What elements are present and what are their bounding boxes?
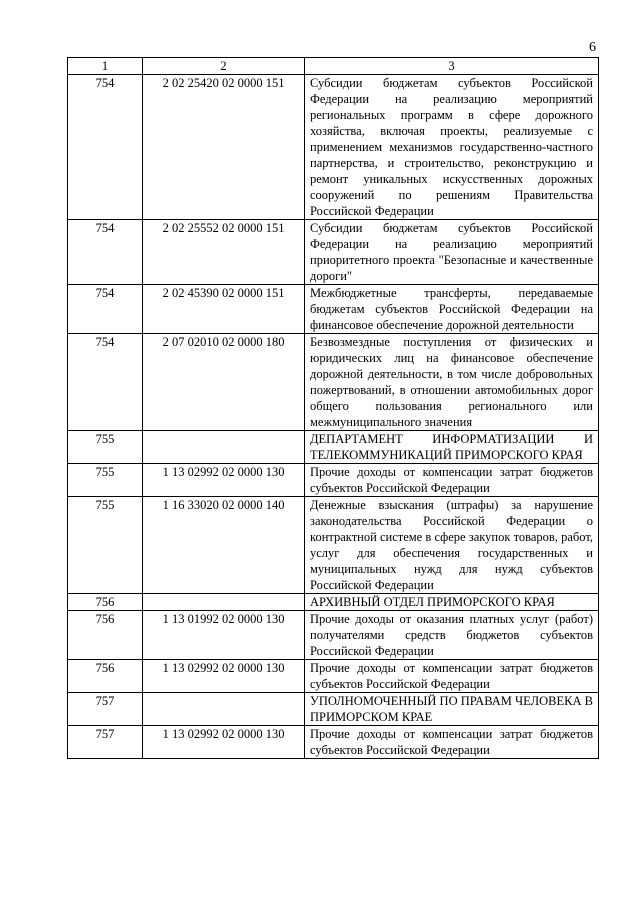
income-name-cell: Безвозмездные поступления от физических и юридических лиц на финансовое обеспечение дорожной деятельности, в том числе добровольных пожертвований, в отношении автомобильных дорог общего пользования регионального или межмуниципального значения [305,334,599,431]
department-name-cell: АРХИВНЫЙ ОТДЕЛ ПРИМОРСКОГО КРАЯ [305,594,599,611]
admin-code-cell: 756 [68,594,143,611]
income-code-cell [143,693,305,726]
table-row [68,334,599,431]
column-header-3: 3 [305,58,599,75]
table-row [68,497,599,594]
income-name-cell: Субсидии бюджетам субъектов Российской Федерации на реализацию мероприятий региональных программ в сфере дорожного хозяйства, включая проекты, реализуемые с применением механизмов государственно-частного партнерства, и строительство, реконструкцию и ремонт уникальных искусственных дорожных сооружений по решениям Правительства Российской Федерации [305,75,599,220]
income-name-cell: Прочие доходы от компенсации затрат бюджетов субъектов Российской Федерации [305,660,599,693]
admin-code-cell: 757 [68,726,143,759]
table-row [68,285,599,334]
income-code-cell: 1 13 02992 02 0000 130 [143,726,305,759]
income-code-cell: 2 02 25420 02 0000 151 [143,75,305,220]
income-code-cell: 1 16 33020 02 0000 140 [143,497,305,594]
admin-code-cell: 756 [68,660,143,693]
table-row [68,75,599,220]
income-name-cell: Денежные взыскания (штрафы) за нарушение законодательства Российской Федерации о контрактной системе в сфере закупок товаров, работ, услуг для обеспечения государственных и муниципальных нужд для нужд субъектов Российской Федерации [305,497,599,594]
table-row [68,726,599,759]
table-row [68,464,599,497]
page-number: 6 [589,40,596,55]
department-name-cell: ДЕПАРТАМЕНТ ИНФОРМАТИЗАЦИИ И ТЕЛЕКОММУНИКАЦИЙ ПРИМОРСКОГО КРАЯ [305,431,599,464]
income-code-cell: 1 13 01992 02 0000 130 [143,611,305,660]
department-name-cell: УПОЛНОМОЧЕННЫЙ ПО ПРАВАМ ЧЕЛОВЕКА В ПРИМОРСКОМ КРАЕ [305,693,599,726]
admin-code-cell: 755 [68,497,143,594]
table-header-row [68,58,599,75]
admin-code-cell: 754 [68,220,143,285]
admin-code-cell: 754 [68,334,143,431]
admin-code-cell: 754 [68,75,143,220]
income-name-cell: Прочие доходы от компенсации затрат бюджетов субъектов Российской Федерации [305,464,599,497]
income-name-cell: Прочие доходы от оказания платных услуг (работ) получателями средств бюджетов субъектов Российской Федерации [305,611,599,660]
column-header-1: 1 [68,58,143,75]
admin-code-cell: 755 [68,464,143,497]
income-code-cell: 1 13 02992 02 0000 130 [143,464,305,497]
income-code-cell: 2 02 45390 02 0000 151 [143,285,305,334]
column-header-2: 2 [143,58,305,75]
department-row [68,594,599,611]
income-name-cell: Межбюджетные трансферты, передаваемые бюджетам субъектов Российской Федерации на финансовое обеспечение дорожной деятельности [305,285,599,334]
admin-code-cell: 754 [68,285,143,334]
income-code-cell: 1 13 02992 02 0000 130 [143,660,305,693]
budget-table [67,57,599,759]
admin-code-cell: 755 [68,431,143,464]
department-row [68,431,599,464]
table-row [68,660,599,693]
income-code-cell [143,431,305,464]
table-row [68,611,599,660]
income-code-cell [143,594,305,611]
income-name-cell: Прочие доходы от компенсации затрат бюджетов субъектов Российской Федерации [305,726,599,759]
income-name-cell: Субсидии бюджетам субъектов Российской Федерации на реализацию мероприятий приоритетного проекта "Безопасные и качественные дороги" [305,220,599,285]
department-row [68,693,599,726]
table-row [68,220,599,285]
income-code-cell: 2 02 25552 02 0000 151 [143,220,305,285]
income-code-cell: 2 07 02010 02 0000 180 [143,334,305,431]
admin-code-cell: 756 [68,611,143,660]
admin-code-cell: 757 [68,693,143,726]
